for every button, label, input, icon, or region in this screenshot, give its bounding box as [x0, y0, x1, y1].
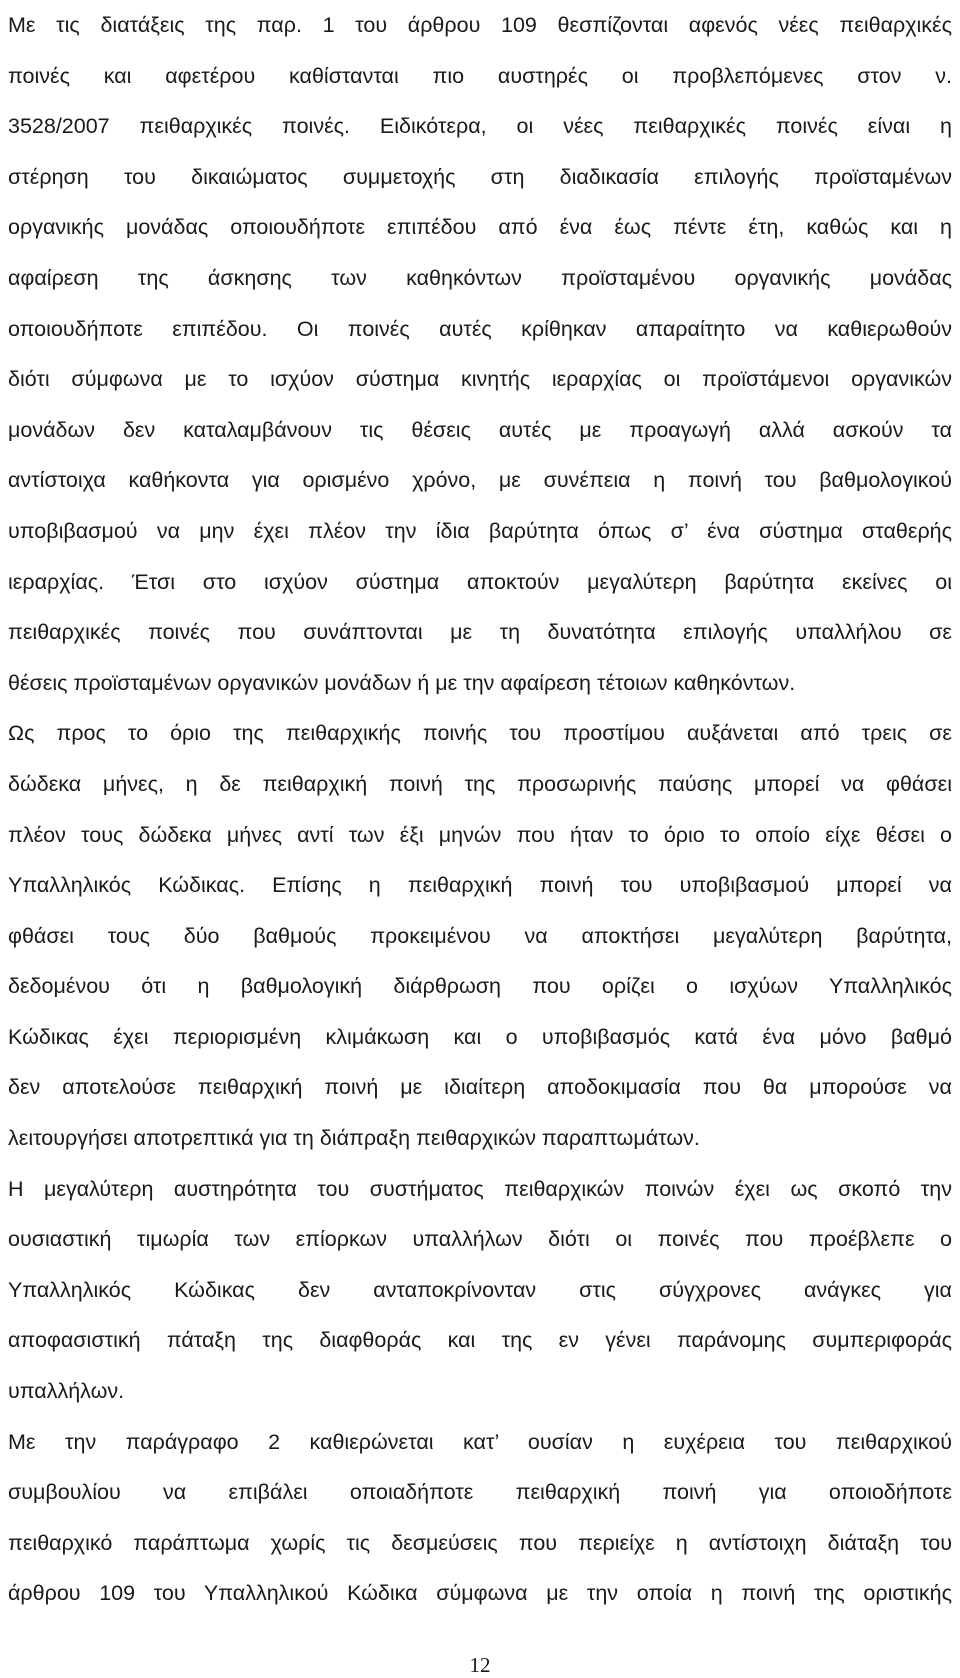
text-line: υποβιβασμού να μην έχει πλέον την ίδια βαρύτητα όπως σ’ ένα σύστημα σταθερής [8, 518, 952, 543]
text-line: ουσιαστική τιμωρία των επίορκων υπαλλήλων διότι οι ποινές που προέβλεπε ο [8, 1227, 952, 1252]
text-line: συμβουλίου να επιβάλει οποιαδήποτε πειθαρχική ποινή για οποιοδήποτε [8, 1480, 952, 1505]
text-line: Ως προς το όριο της πειθαρχικής ποινής του προστίμου αυξάνεται από τρεις σε [8, 721, 952, 746]
text-line: αποφασιστική πάταξη της διαφθοράς και της εν γένει παράνομης συμπεριφοράς [8, 1328, 952, 1353]
text-line: Η μεγαλύτερη αυστηρότητα του συστήματος πειθαρχικών ποινών έχει ως σκοπό την [8, 1176, 952, 1201]
text-line: δώδεκα μήνες, η δε πειθαρχική ποινή της προσωρινής παύσης μπορεί να φθάσει [8, 771, 952, 796]
page-number: 12 [469, 1653, 491, 1677]
text-line: οποιουδήποτε επιπέδου. Οι ποινές αυτές κρίθηκαν απαραίτητο να καθιερωθούν [8, 316, 952, 341]
text-line: αντίστοιχα καθήκοντα για ορισμένο χρόνο, με συνέπεια η ποινή του βαθμολογικού [8, 468, 952, 493]
text-line: Με την παράγραφο 2 καθιερώνεται κατ’ ουσίαν η ευχέρεια του πειθαρχικού [8, 1429, 952, 1454]
text-line: Υπαλληλικός Κώδικας. Επίσης η πειθαρχική ποινή του υποβιβασμού μπορεί να [8, 873, 952, 898]
text-line: οργανικής μονάδας οποιουδήποτε επιπέδου από ένα έως πέντε έτη, καθώς και η [8, 215, 952, 240]
text-line: άρθρου 109 του Υπαλληλικού Κώδικα σύμφωνα με την οποία η ποινή της οριστικής [8, 1581, 952, 1606]
text-line: μονάδων δεν καταλαμβάνουν τις θέσεις αυτές με προαγωγή αλλά ασκούν τα [8, 417, 952, 442]
text-line: στέρηση του δικαιώματος συμμετοχής στη διαδικασία επιλογής προϊσταμένων [8, 164, 952, 189]
text-line: Υπαλληλικός Κώδικας δεν ανταποκρίνονταν στις σύγχρονες ανάγκες για [8, 1277, 952, 1302]
text-line: 3528/2007 πειθαρχικές ποινές. Ειδικότερα, οι νέες πειθαρχικές ποινές είναι η [8, 114, 952, 139]
text-line: υπαλλήλων. [8, 1379, 125, 1404]
text-line: θέσεις προϊσταμένων οργανικών μονάδων ή με την αφαίρεση τέτοιων καθηκόντων. [8, 670, 796, 695]
text-line: Κώδικας έχει περιορισμένη κλιμάκωση και ο υποβιβασμός κατά ένα μόνο βαθμό [8, 1024, 952, 1049]
text-line: δεν αποτελούσε πειθαρχική ποινή με ιδιαίτερη αποδοκιμασία που θα μπορούσε να [8, 1075, 952, 1100]
text-line: λειτουργήσει αποτρεπτικά για τη διάπραξη πειθαρχικών παραπτωμάτων. [8, 1126, 700, 1151]
text-line: πειθαρχικές ποινές που συνάπτονται με τη δυνατότητα επιλογής υπαλλήλου σε [8, 620, 952, 645]
text-line: φθάσει τους δύο βαθμούς προκειμένου να αποκτήσει μεγαλύτερη βαρύτητα, [8, 923, 952, 948]
text-line: ιεραρχίας. Έτσι στο ισχύον σύστημα αποκτούν μεγαλύτερη βαρύτητα εκείνες οι [8, 569, 952, 594]
text-line: πειθαρχικό παράπτωμα χωρίς τις δεσμεύσεις που περιείχε η αντίστοιχη διάταξη του [8, 1530, 952, 1555]
text-line: δεδομένου ότι η βαθμολογική διάρθρωση που ορίζει ο ισχύων Υπαλληλικός [8, 974, 952, 999]
text-line: αφαίρεση της άσκησης των καθηκόντων προϊσταμένου οργανικής μονάδας [8, 265, 952, 290]
text-line: ποινές και αφετέρου καθίστανται πιο αυστηρές οι προβλεπόμενες στον ν. [8, 63, 952, 88]
text-line: πλέον τους δώδεκα μήνες αντί των έξι μηνών που ήταν το όριο το οποίο είχε θέσει ο [8, 822, 952, 847]
body-text [8, 0, 952, 1619]
text-line: Με τις διατάξεις της παρ. 1 του άρθρου 109 θεσπίζονται αφενός νέες πειθαρχικές [8, 13, 952, 37]
text-line: διότι σύμφωνα με το ισχύον σύστημα κινητής ιεραρχίας οι προϊστάμενοι οργανικών [8, 367, 952, 392]
